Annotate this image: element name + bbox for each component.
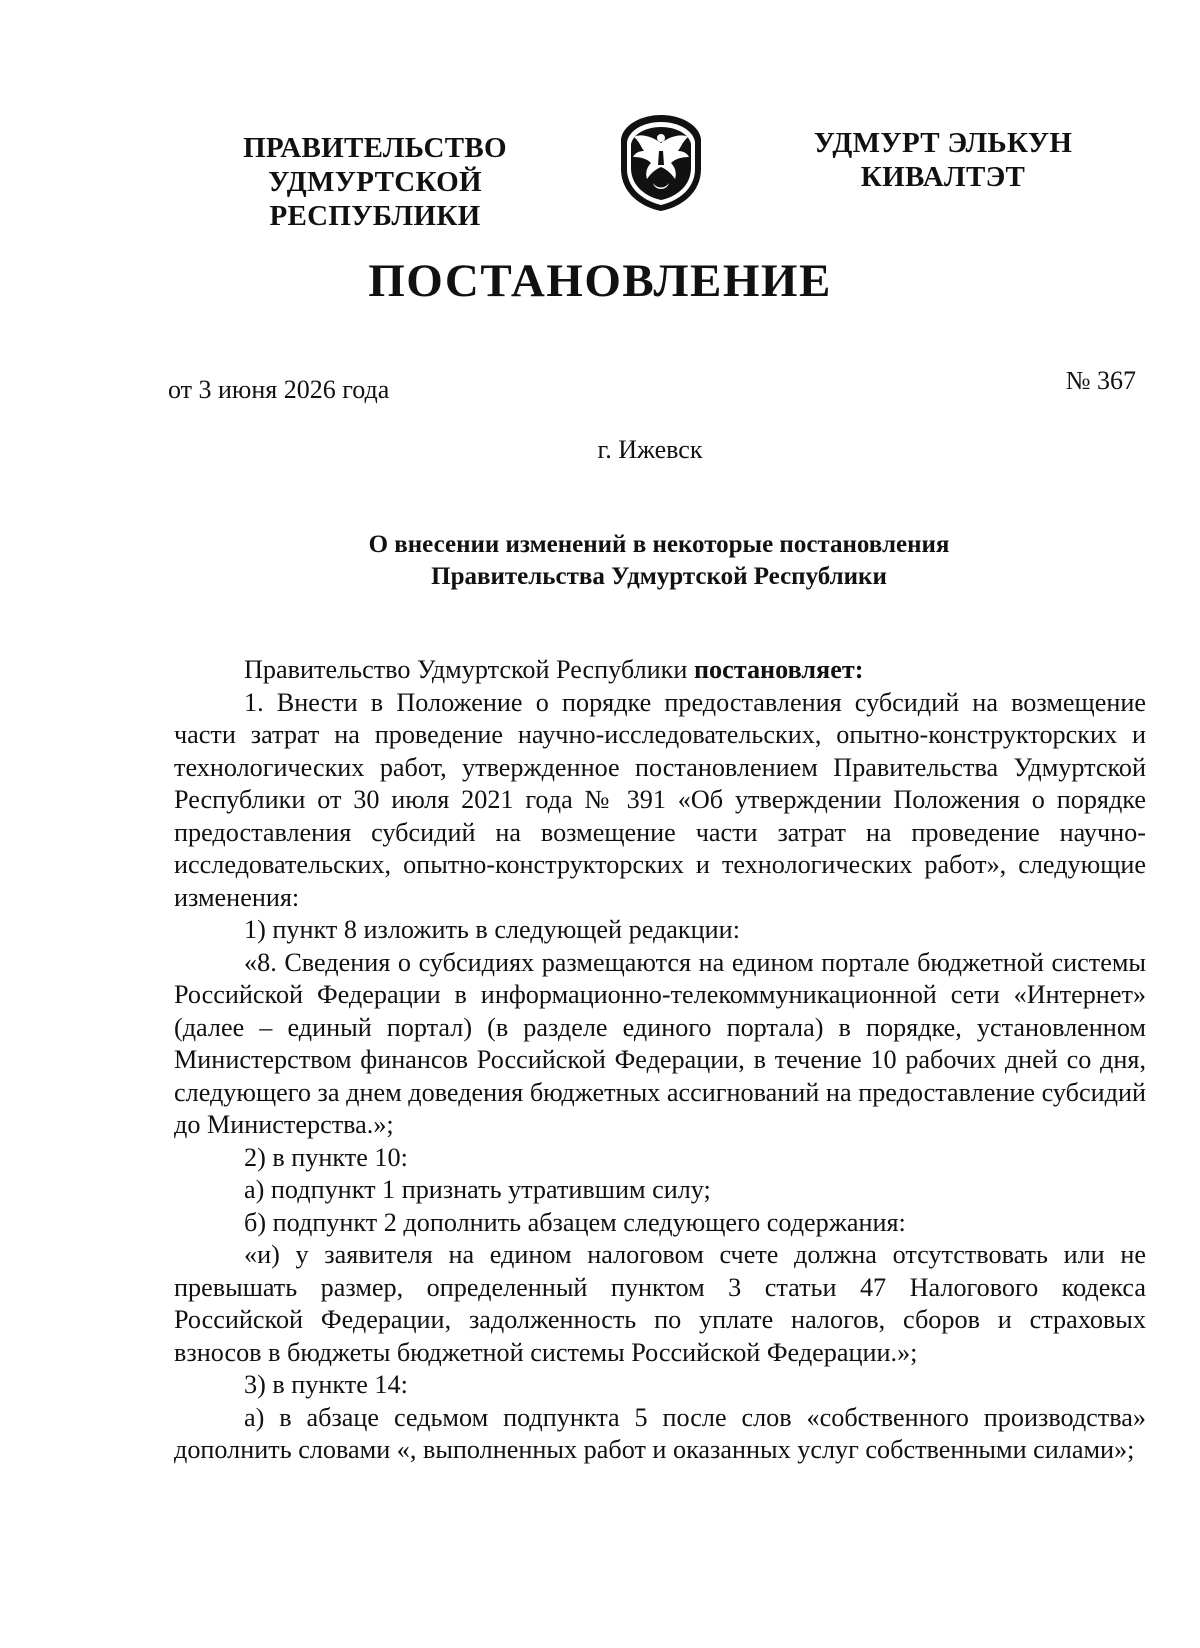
document-subject-line2: Правительства Удмуртской Республики — [431, 563, 887, 590]
body-paragraph-1: 1. Внести в Положение о порядке предоставления субсидий на возмещение части затрат на проведение научно-исследовательских, опытно-конструкторских и технологических работ, утвержденное постановлением Правительства Удмуртской Республики от 30 июля 2021 года № 391 «Об утверждении Положения о порядке предоставления субсидий на возмещение части затрат на проведение научно-исследовательских, опытно-конструкторских и технологических работ», следующие изменения: — [174, 687, 1146, 912]
document-date: от 3 июня 2026 года — [168, 375, 390, 404]
document-type-title: ПОСТАНОВЛЕНИЕ — [368, 255, 832, 307]
body-paragraph-6: б) подпункт 2 дополнить абзацем следующего содержания: — [244, 1207, 906, 1237]
body-paragraph-2: 1) пункт 8 изложить в следующей редакции: — [244, 915, 740, 944]
body-paragraph-4: 2) в пункте 10: — [244, 1142, 408, 1172]
document-number: № 367 — [1065, 366, 1136, 395]
udmurt-coat-of-arms-icon — [611, 111, 711, 213]
government-name-russian — [160, 131, 590, 233]
body-intro-paragraph — [174, 654, 1146, 687]
body-paragraph-8: 3) в пункте 14: — [244, 1370, 408, 1399]
body-paragraph-7: «и) у заявителя на едином налоговом счете должна отсутствовать или не превышать размер, определенный пунктом 3 статьи 47 Налогового кодекса Российской Федерации, задолженность по уплате налогов, сборов и страховых взносов в бюджеты бюджетной системы Российской Федерации.»; — [174, 1240, 1146, 1367]
government-name-udmurt — [793, 126, 1093, 194]
body-intro-text: Правительство Удмуртской Республики — [244, 655, 694, 684]
body-paragraph-5: а) подпункт 1 признать утратившим силу; — [244, 1175, 711, 1204]
government-name-udmurt-line2: КИВАЛТЭТ — [860, 161, 1026, 193]
body-paragraph-9: а) в абзаце седьмом подпункта 5 после слов «собственного производства» дополнить словами «, выполненных работ и оказанных услуг собственными силами»; — [174, 1402, 1146, 1464]
government-name-udmurt-line1: УДМУРТ ЭЛЬКУН — [813, 127, 1073, 159]
document-body — [174, 654, 1146, 1467]
body-paragraph-3: «8. Сведения о субсидиях размещаются на едином портале бюджетной системы Российской Федерации в информационно-телекоммуникационной сети «Интернет» (далее – единый портал) (в разделе единого портала) в порядке, установленном Министерством финансов Российской Федерации, в течение 10 рабочих дней со дня, следующего за днем доведения бюджетных ассигнований на предоставление субсидий до Министерства.»; — [174, 947, 1146, 1139]
body-intro-bold: постановляет: — [693, 655, 864, 684]
government-name-line2: УДМУРТСКОЙ РЕСПУБЛИКИ — [268, 166, 482, 232]
document-subject-line1: О внесении изменений в некоторые постановления — [368, 531, 950, 558]
government-name-line1: ПРАВИТЕЛЬСТВО — [243, 132, 507, 164]
document-city: г. Ижевск — [597, 435, 703, 464]
document-subject — [0, 529, 1200, 593]
